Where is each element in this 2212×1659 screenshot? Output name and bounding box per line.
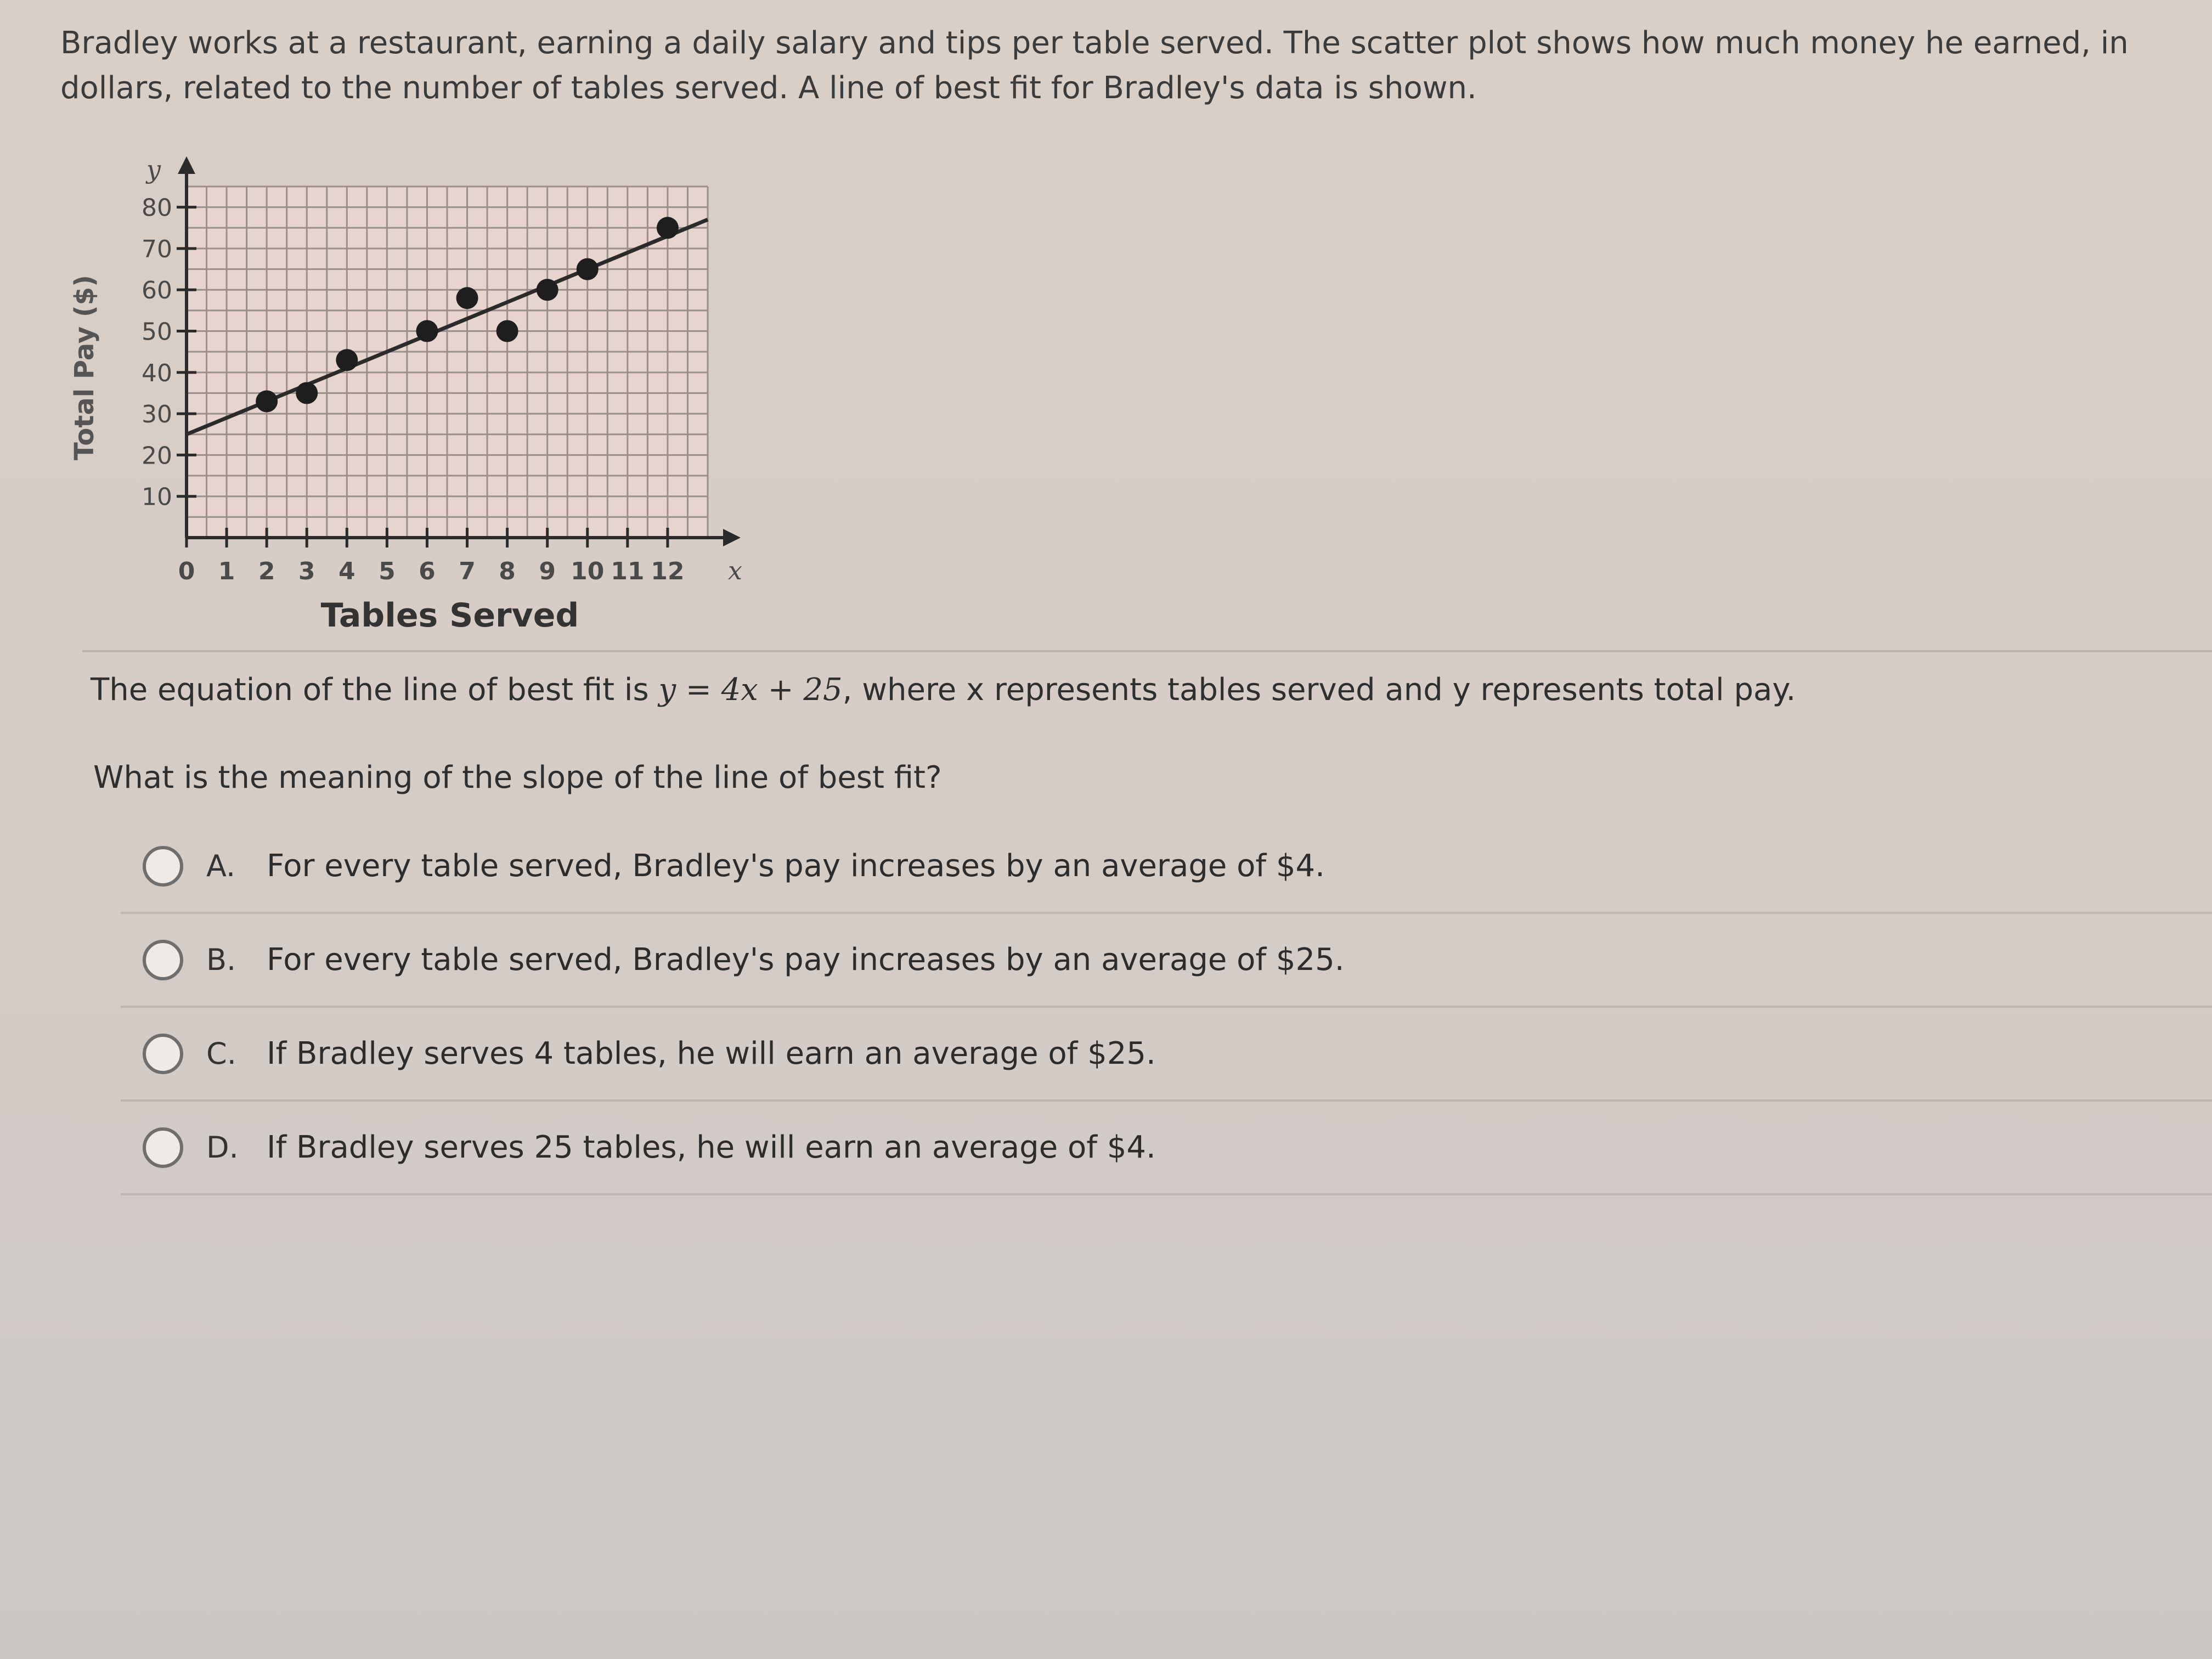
- x-tick-label: 11: [611, 557, 645, 585]
- choice-b-letter: B.: [206, 943, 236, 977]
- y-tick-label: 10: [142, 483, 172, 511]
- equation-statement: [91, 672, 1796, 708]
- x-tick-label: 4: [338, 557, 356, 585]
- data-point: [657, 217, 679, 239]
- choice-c-text: If Bradley serves 4 tables, he will earn an average of $25.: [267, 1036, 1156, 1071]
- data-point: [577, 258, 599, 280]
- y-tick-label: 50: [142, 318, 172, 346]
- choice-d-text: If Bradley serves 25 tables, he will earn an average of $4.: [267, 1130, 1156, 1165]
- y-tick-label: 20: [142, 442, 172, 470]
- x-tick-label: 0: [178, 557, 195, 585]
- data-point: [496, 320, 518, 342]
- x-tick-label: 7: [459, 557, 476, 585]
- equation-suffix: , where x represents tables served and y represents total pay.: [842, 672, 1796, 708]
- x-axis-variable: x: [728, 556, 742, 585]
- scatter-plot: [66, 154, 768, 647]
- choice-d[interactable]: [121, 1102, 2212, 1195]
- choice-a-letter: A.: [206, 849, 236, 883]
- question-prompt: What is the meaning of the slope of the line of best fit?: [93, 760, 942, 795]
- problem-intro: Bradley works at a restaurant, earning a daily salary and tips per table served. The scatter plot shows how much money he earned, in dollars, related to the number of tables served. A line of best fit for Bradley's data is shown.: [60, 25, 2129, 106]
- equation-formula: y = 4x + 25: [658, 672, 843, 708]
- data-point: [296, 382, 318, 404]
- choice-c[interactable]: [121, 1008, 2212, 1102]
- radio-button-d[interactable]: [143, 1127, 183, 1168]
- x-tick-label: 6: [419, 557, 436, 585]
- y-tick-label: 60: [142, 276, 172, 305]
- data-point: [456, 287, 478, 309]
- x-tick-label: 2: [258, 557, 275, 585]
- y-tick-label: 80: [142, 194, 172, 222]
- equation-prefix: The equation of the line of best fit is: [91, 672, 659, 708]
- choice-b-text: For every table served, Bradley's pay increases by an average of $25.: [267, 942, 1345, 978]
- x-axis-arrow-icon: [723, 529, 741, 546]
- y-axis-arrow-icon: [178, 156, 195, 174]
- x-tick-label: 8: [499, 557, 516, 585]
- x-tick-label: 9: [539, 557, 556, 585]
- x-tick-label: 12: [651, 557, 685, 585]
- x-tick-label: 1: [218, 557, 235, 585]
- x-tick-label: 3: [298, 557, 315, 585]
- choice-a-text: For every table served, Bradley's pay increases by an average of $4.: [267, 848, 1325, 884]
- scatter-plot-svg: [66, 154, 768, 647]
- radio-button-c[interactable]: [143, 1034, 183, 1074]
- y-axis-variable: y: [146, 155, 161, 184]
- choice-a[interactable]: [121, 820, 2212, 914]
- data-point: [537, 279, 558, 301]
- section-divider: [82, 650, 2212, 652]
- y-axis-title: Total Pay ($): [69, 275, 100, 460]
- radio-button-a[interactable]: [143, 846, 183, 887]
- x-tick-label: 10: [571, 557, 605, 585]
- choice-d-letter: D.: [206, 1130, 239, 1165]
- choice-b[interactable]: [121, 914, 2212, 1008]
- y-tick-label: 70: [142, 235, 172, 263]
- y-tick-label: 30: [142, 400, 172, 429]
- radio-button-b[interactable]: [143, 940, 183, 980]
- data-point: [256, 391, 278, 413]
- y-tick-label: 40: [142, 359, 172, 387]
- data-point: [336, 349, 358, 371]
- answer-choices: [121, 820, 2212, 1195]
- data-point: [416, 320, 438, 342]
- x-tick-label: 5: [379, 557, 396, 585]
- x-axis-title: Tables Served: [320, 596, 579, 635]
- choice-c-letter: C.: [206, 1036, 236, 1071]
